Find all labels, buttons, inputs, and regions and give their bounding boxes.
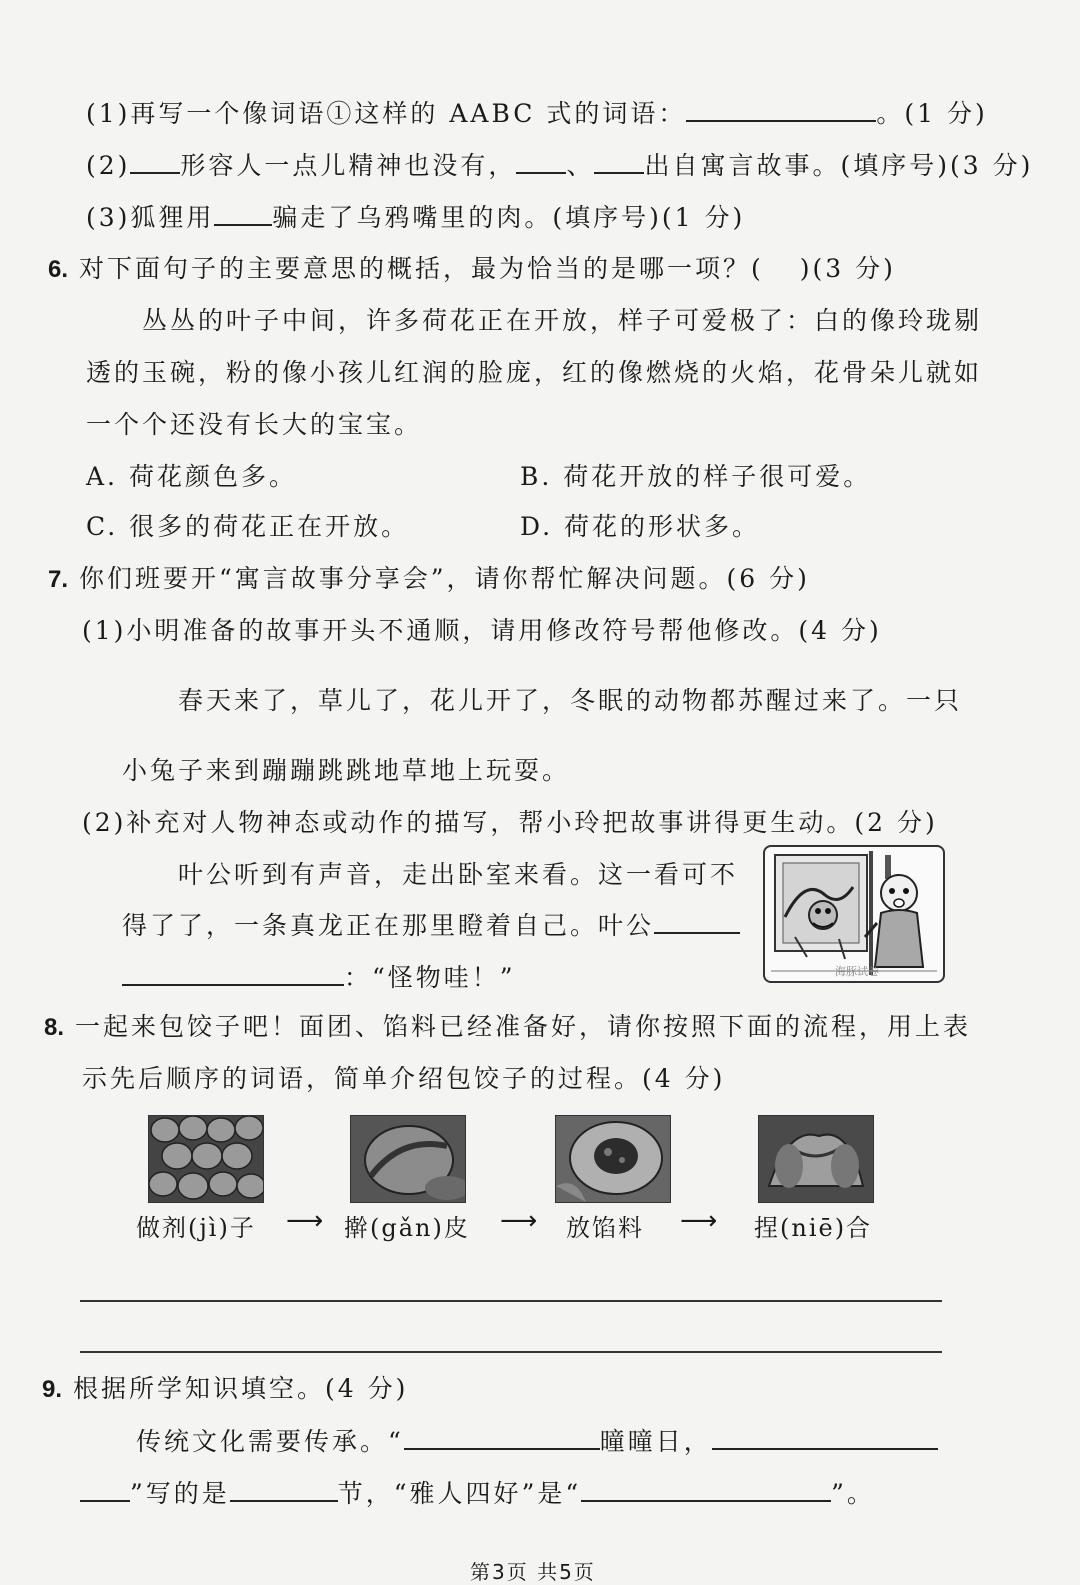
q9-blank-1[interactable] xyxy=(404,1424,600,1450)
q5-sub2-blank-1[interactable] xyxy=(130,148,180,174)
q7-stem: 7. 你们班要开“寓言故事分享会”，请你帮忙解决问题。(6 分) xyxy=(48,564,810,593)
q6-number: 6. xyxy=(48,256,69,283)
q5-sub2-blank-3[interactable] xyxy=(594,148,644,174)
q6-stem: 6. 对下面句子的主要意思的概括，最为恰当的是哪一项？( )(3 分) xyxy=(48,254,896,283)
arrow-right-icon: ⟶ xyxy=(680,1206,718,1236)
q6-passage-line-2: 透的玉碗，粉的像小孩儿红润的脸庞，红的像燃烧的火焰，花骨朵儿就如 xyxy=(86,358,983,387)
q9-blank-2[interactable] xyxy=(712,1424,938,1450)
step-3-label: 放馅料 xyxy=(566,1214,644,1242)
dough-balls-photo xyxy=(148,1115,264,1203)
step-4-label: 捏(niē)合 xyxy=(754,1214,873,1242)
q9-line-2: ”写的是 节，“雅人四好”是“ ”。 xyxy=(80,1476,875,1511)
q9-line-1: 传统文化需要传承。“ 曈曈日， xyxy=(136,1424,938,1459)
q6-option-d[interactable]: D. 荷花的形状多。 xyxy=(520,512,761,541)
q6-option-b[interactable]: B. 荷花开放的样子很可爱。 xyxy=(520,462,872,491)
q9-blank-5[interactable] xyxy=(581,1476,831,1502)
step-1-label: 做剂(jì)子 xyxy=(136,1214,256,1242)
q8-answer-line-1[interactable] xyxy=(80,1300,942,1302)
q7-story-line-2: 小兔子来到蹦蹦跳跳地草地上玩耍。 xyxy=(122,756,571,785)
q6-passage-line-1: 丛丛的叶子中间，许多荷花正在开放，样子可爱极了：白的像玲珑剔 xyxy=(142,306,983,335)
q5-sub1-blank[interactable] xyxy=(686,96,876,122)
q7-story2-line-1: 叶公听到有声音，走出卧室来看。这一看可不 xyxy=(178,860,739,889)
pinching-dumpling-photo xyxy=(758,1115,874,1203)
q6-option-a[interactable]: A. 荷花颜色多。 xyxy=(86,462,297,491)
arrow-right-icon: ⟶ xyxy=(500,1206,538,1236)
q9-blank-4[interactable] xyxy=(230,1476,338,1502)
q5-sub3: (3)狐狸用 骗走了乌鸦嘴里的肉。(填序号)(1 分) xyxy=(86,200,745,235)
q7-story2-line-2: 得了了，一条真龙正在那里瞪着自己。叶公 xyxy=(122,908,740,943)
q9-stem: 9. 根据所学知识填空。(4 分) xyxy=(42,1374,409,1403)
q6-option-c[interactable]: C. 很多的荷花正在开放。 xyxy=(86,512,410,541)
q5-sub2: (2) 形容人一点儿精神也没有， 、 出自寓言故事。(填序号)(3 分) xyxy=(86,148,1033,183)
page-footer: 第3页 共5页 xyxy=(470,1560,596,1584)
q6-passage-line-3: 一个个还没有长大的宝宝。 xyxy=(86,410,423,439)
adding-filling-photo xyxy=(555,1115,671,1203)
q8-answer-line-2[interactable] xyxy=(80,1351,942,1353)
q7-sub2: (2)补充对人物神态或动作的描写，帮小玲把故事讲得更生动。(2 分) xyxy=(82,808,938,837)
q5-sub2-blank-2[interactable] xyxy=(516,148,566,174)
arrow-right-icon: ⟶ xyxy=(286,1206,324,1236)
rolling-wrapper-photo xyxy=(350,1115,466,1203)
q8-number: 8. xyxy=(44,1014,65,1041)
illustration-watermark: 海豚试卷 xyxy=(835,965,879,978)
q7-story2-blank-1[interactable] xyxy=(654,908,740,934)
q7-story-line-1: 春天来了，草儿了，花儿开了，冬眠的动物都苏醒过来了。一只 xyxy=(178,686,963,715)
q5-sub1: (1)再写一个像词语①这样的 AABC 式的词语： 。(1 分) xyxy=(86,96,988,131)
q7-number: 7. xyxy=(48,566,69,593)
q7-story2-line-3: ：“怪物哇！” xyxy=(122,960,516,995)
q7-story2-blank-2[interactable] xyxy=(122,960,344,986)
q8-stem-line-1: 8. 一起来包饺子吧！面团、馅料已经准备好，请你按照下面的流程，用上表 xyxy=(44,1012,971,1041)
q9-number: 9. xyxy=(42,1376,63,1403)
q7-sub1: (1)小明准备的故事开头不通顺，请用修改符号帮他修改。(4 分) xyxy=(82,616,882,645)
step-2-label: 擀(gǎn)皮 xyxy=(344,1214,470,1242)
q8-stem-line-2: 示先后顺序的词语，简单介绍包饺子的过程。(4 分) xyxy=(82,1064,726,1093)
ye-gong-dragon-illustration xyxy=(763,845,945,983)
q5-sub3-blank[interactable] xyxy=(214,200,272,226)
q9-blank-3[interactable] xyxy=(80,1476,130,1502)
